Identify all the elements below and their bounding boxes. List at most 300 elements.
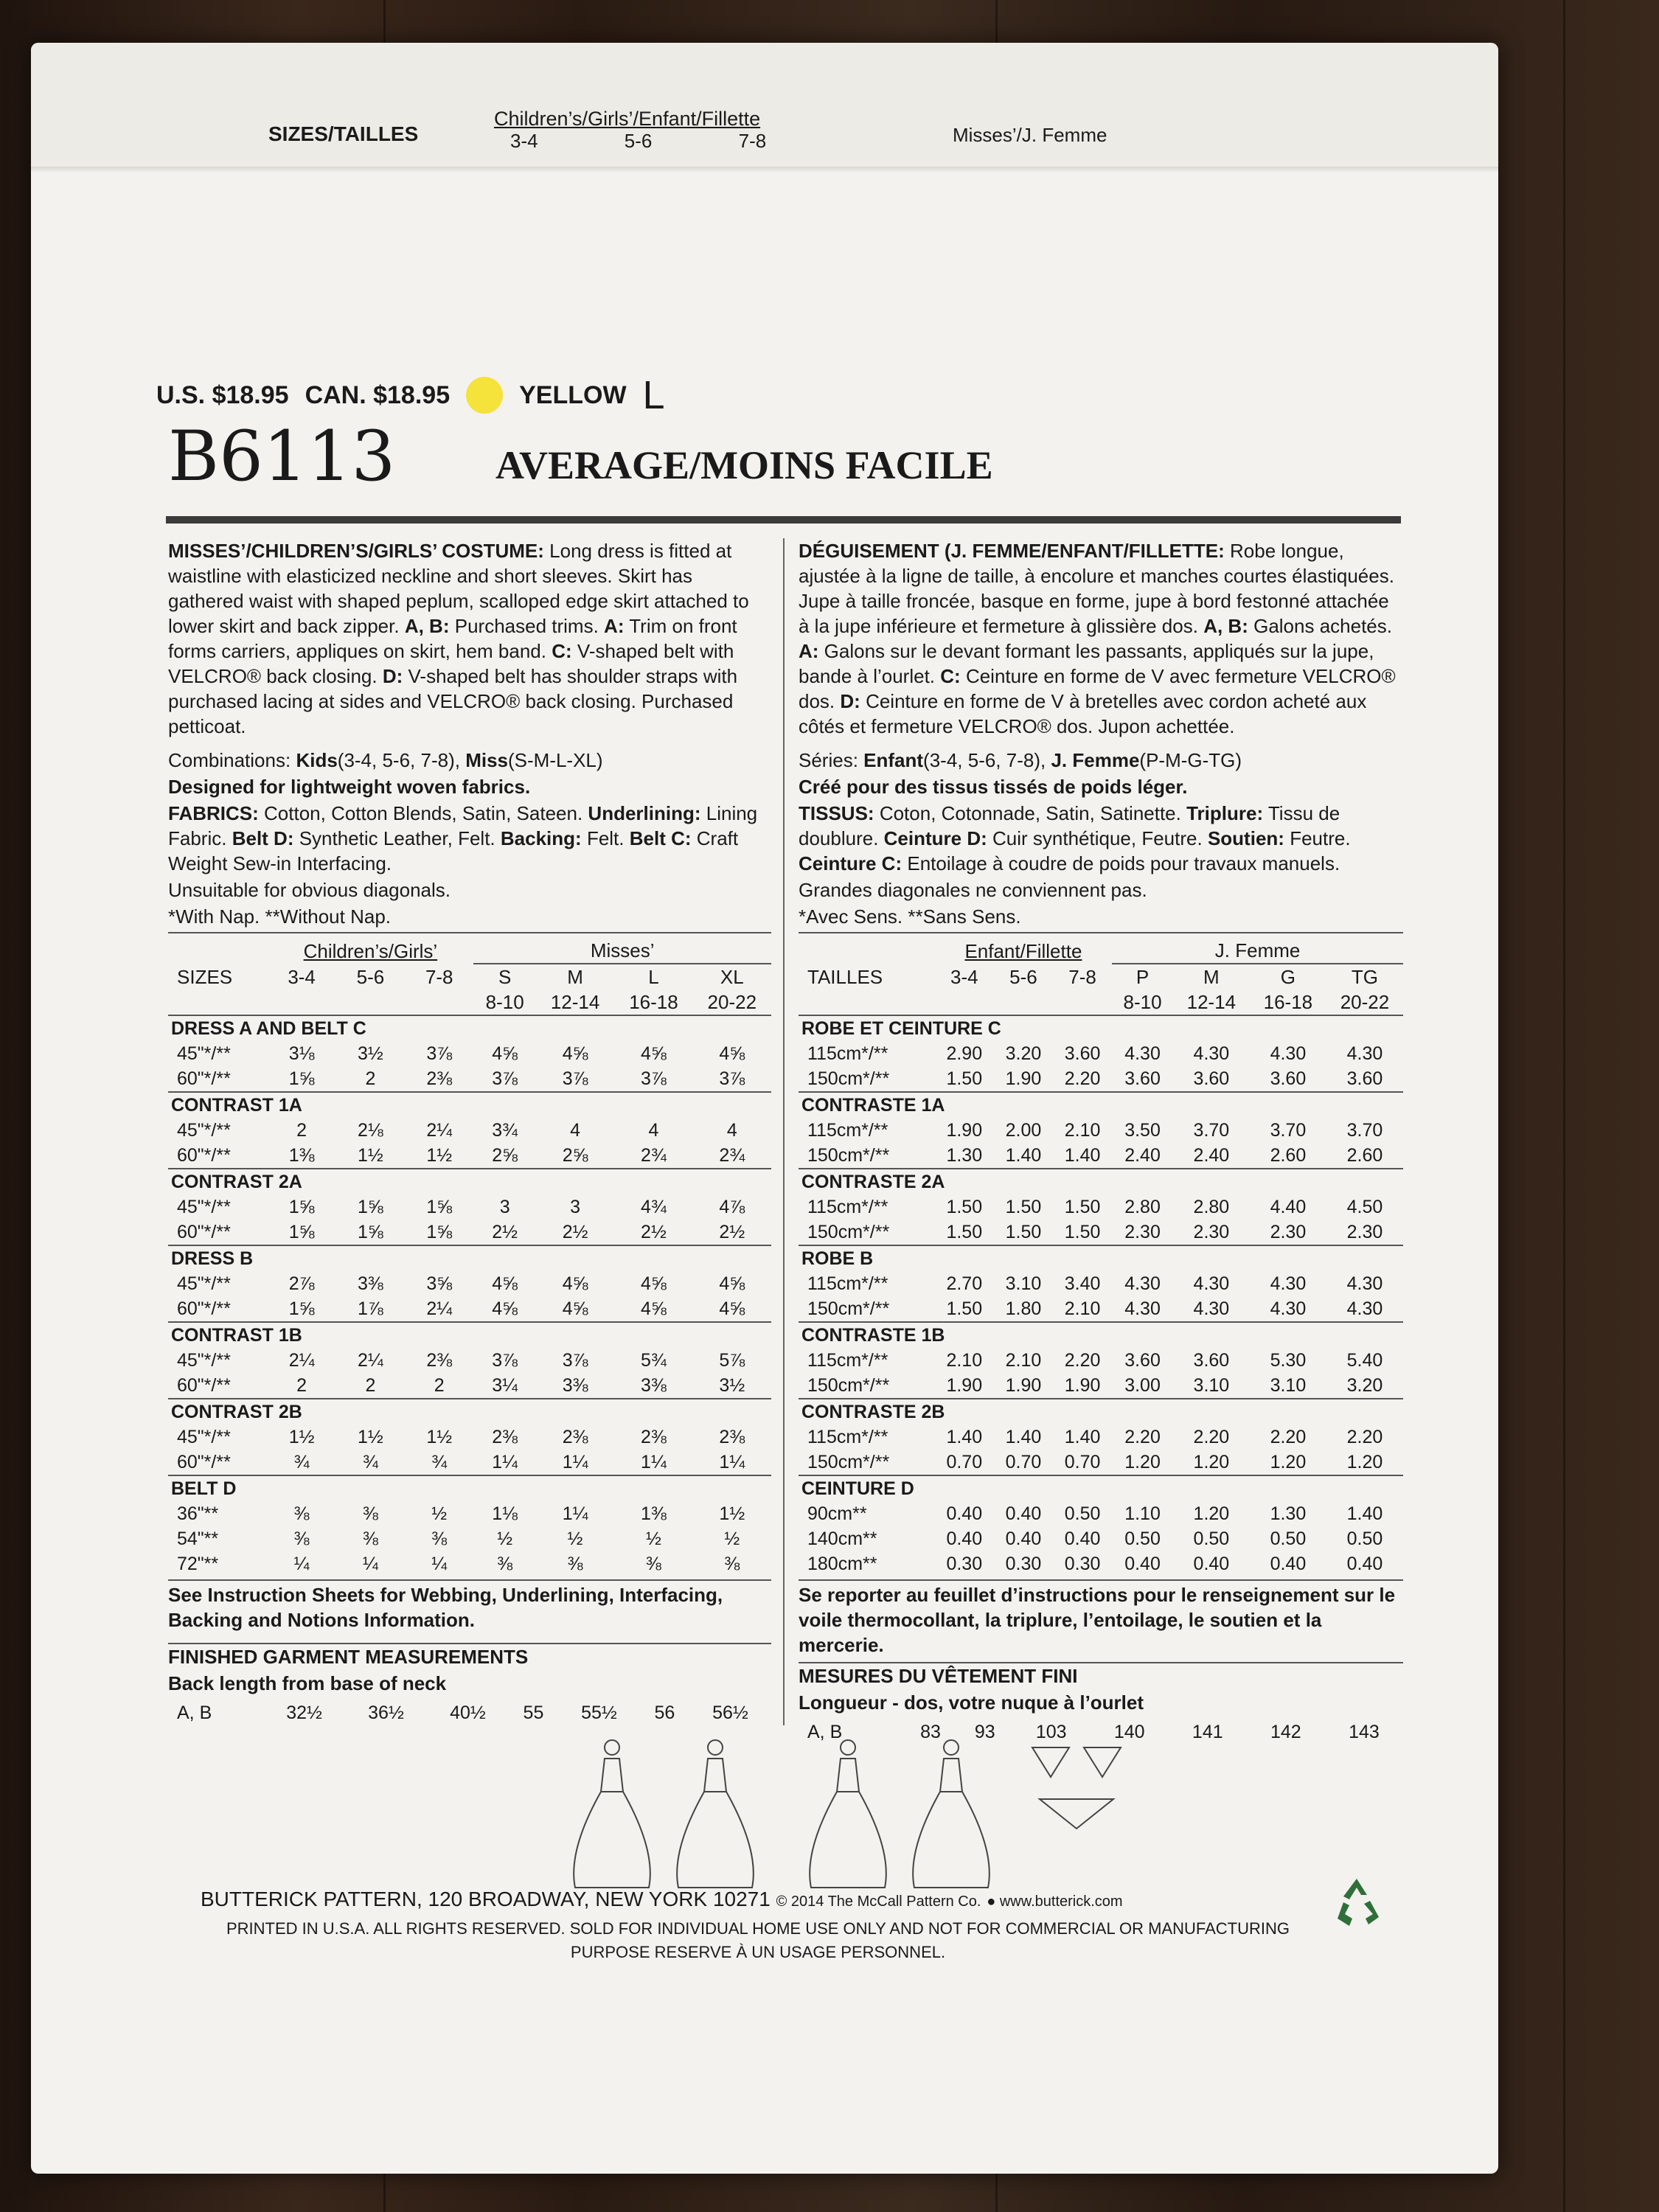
row-label: 115cm*/** bbox=[807, 1350, 888, 1371]
table-cell: 4.30 bbox=[1346, 1298, 1383, 1319]
price-us: U.S. $18.95 bbox=[156, 380, 289, 409]
table-cell: 0.40 bbox=[1193, 1554, 1230, 1574]
table-cell: 4.30 bbox=[1193, 1298, 1230, 1319]
table-cell: 4⅝ bbox=[641, 1043, 667, 1064]
table-cell: 4⅝ bbox=[562, 1298, 588, 1319]
table-cell: 2⅜ bbox=[562, 1427, 588, 1447]
table-cell: 0.50 bbox=[1193, 1528, 1230, 1549]
recycle-icon bbox=[1327, 1873, 1386, 1932]
table-cell: 3.10 bbox=[1270, 1375, 1307, 1396]
table-section bbox=[799, 1015, 1403, 1041]
table-cell: 1⅝ bbox=[358, 1197, 383, 1217]
flap-children-sizes: 3-4 5-6 7-8 bbox=[510, 130, 767, 152]
row-label: 90cm** bbox=[807, 1503, 867, 1524]
description: MISSES’/CHILDREN’S/GIRLS’ COSTUME: Long dress is fitted at waistline with elasticized neckline and short sleeves. Skirt has gathered waist with shaped peplum, scalloped edge skirt attached to lower skirt and back zipper. A, B: Purchased trims. A: Trim on front forms carriers, appliques on skirt, hem band. C: V-shaped belt with VELCRO® back closing. D: V-shaped belt has shoulder straps with purchased lacing at sides and VELCRO® back closing. Purchased petticoat. bbox=[168, 540, 749, 737]
table-cell: 2.10 bbox=[946, 1350, 983, 1371]
size-header: M bbox=[1203, 966, 1220, 988]
table-row bbox=[168, 1551, 771, 1576]
table-cell: 4.30 bbox=[1124, 1298, 1161, 1319]
table-section bbox=[168, 1092, 771, 1118]
table-cell: 4.30 bbox=[1346, 1043, 1383, 1064]
table-cell: 1⅝ bbox=[426, 1197, 453, 1217]
table-cell: 2.40 bbox=[1193, 1145, 1230, 1166]
table-cell: ⅜ bbox=[431, 1528, 448, 1549]
table-cell: 2⅜ bbox=[426, 1068, 453, 1089]
table-row bbox=[168, 1143, 771, 1169]
row-label: 150cm*/** bbox=[807, 1222, 890, 1242]
table-cell: 1.20 bbox=[1193, 1452, 1230, 1472]
table-cell: 2 bbox=[296, 1375, 307, 1396]
table-cell: 142 bbox=[1270, 1722, 1301, 1742]
table-cell: 1.50 bbox=[946, 1222, 983, 1242]
section-title: DRESS A AND BELT C bbox=[168, 1015, 771, 1041]
table-cell: 1.50 bbox=[946, 1068, 983, 1089]
table-cell: 1.50 bbox=[946, 1197, 983, 1217]
table-cell: 143 bbox=[1349, 1722, 1380, 1742]
table-row bbox=[168, 1450, 771, 1475]
table-cell: 1.40 bbox=[946, 1427, 983, 1447]
table-cell: 3⅜ bbox=[641, 1375, 667, 1396]
table-cell: 1½ bbox=[288, 1427, 315, 1447]
table-cell: 5¾ bbox=[641, 1350, 667, 1371]
table-cell: 56½ bbox=[712, 1703, 748, 1723]
table-section bbox=[799, 1399, 1403, 1425]
table-cell: 1.90 bbox=[1005, 1068, 1042, 1089]
table-cell: 0.70 bbox=[1064, 1452, 1101, 1472]
table-cell: 4.30 bbox=[1193, 1273, 1230, 1294]
table-cell: 4⅝ bbox=[562, 1043, 588, 1064]
table-row bbox=[168, 1501, 771, 1526]
table-cell: 4⅝ bbox=[562, 1273, 588, 1294]
section-title: CONTRASTE 1B bbox=[799, 1322, 1403, 1348]
flap-misses-label: Misses’/J. Femme bbox=[953, 124, 1107, 146]
misses-header: Misses’ bbox=[473, 938, 771, 964]
section-title: CONTRASTE 1A bbox=[799, 1092, 1403, 1118]
table-section bbox=[799, 1322, 1403, 1348]
size-header: XL bbox=[720, 966, 744, 988]
table-cell: 2 bbox=[365, 1068, 376, 1089]
top-rule bbox=[166, 516, 1401, 524]
table-cell bbox=[168, 938, 267, 964]
row-label: A, B bbox=[807, 1722, 843, 1742]
table-cell: 0.70 bbox=[1005, 1452, 1042, 1472]
table-cell: 2 bbox=[365, 1375, 376, 1396]
table-cell: 2⅜ bbox=[719, 1427, 745, 1447]
table-cell: 1.20 bbox=[1193, 1503, 1230, 1524]
table-cell: ⅜ bbox=[362, 1528, 378, 1549]
table-cell: ⅜ bbox=[724, 1554, 740, 1574]
table-section bbox=[168, 1322, 771, 1348]
table-cell bbox=[168, 990, 267, 1015]
flap-sizes-label: SIZES/TAILLES bbox=[268, 122, 419, 145]
sizes-label: TAILLES bbox=[807, 965, 883, 988]
belt-sketch-icon bbox=[1032, 1747, 1121, 1829]
table-cell: 3⅛ bbox=[288, 1043, 315, 1064]
size-header: 5-6 bbox=[356, 965, 385, 988]
table-row bbox=[799, 1143, 1403, 1169]
dress-sketch-icon bbox=[677, 1740, 754, 1888]
table-section bbox=[799, 1169, 1403, 1194]
fabrics: FABRICS: Cotton, Cotton Blends, Satin, Sateen. Underlining: Lining Fabric. Belt D: Synthetic Leather, Felt. Backing: Felt. Belt C: Craft Weight Sew-in Interfacing. bbox=[168, 802, 758, 874]
table-cell: 2.00 bbox=[1005, 1120, 1042, 1141]
table-cell: 2⅞ bbox=[288, 1273, 315, 1294]
size-subheader: 12-14 bbox=[1186, 991, 1237, 1013]
row-label: 60"*/** bbox=[177, 1452, 231, 1472]
section-title: CONTRAST 1B bbox=[168, 1322, 771, 1348]
table-cell: 4.30 bbox=[1124, 1043, 1161, 1064]
table-row bbox=[168, 1296, 771, 1322]
table-row bbox=[168, 1271, 771, 1296]
column-divider bbox=[783, 538, 785, 1725]
table-cell: 2 bbox=[296, 1120, 307, 1141]
table-cell: 1.90 bbox=[1064, 1375, 1101, 1396]
sizes-label: SIZES bbox=[177, 965, 233, 988]
size-subheader bbox=[336, 990, 405, 1015]
row-label: 45"*/** bbox=[177, 1043, 231, 1064]
table-cell: 0.40 bbox=[1270, 1554, 1307, 1574]
table-cell: 3.70 bbox=[1270, 1120, 1307, 1141]
table-cell: 1.90 bbox=[1005, 1375, 1042, 1396]
table-section bbox=[168, 1169, 771, 1194]
table-row bbox=[168, 1118, 771, 1143]
children-header: Enfant/Fillette bbox=[964, 939, 1082, 962]
english-column bbox=[168, 538, 771, 1725]
table-row bbox=[799, 1348, 1403, 1373]
table-row bbox=[168, 1425, 771, 1450]
table-cell: 0.30 bbox=[1005, 1554, 1042, 1574]
table-row bbox=[799, 1296, 1403, 1322]
size-subheader: 8-10 bbox=[485, 991, 524, 1013]
table-cell: 1⅜ bbox=[641, 1503, 667, 1524]
table-cell bbox=[799, 990, 935, 1015]
table-cell: 2.10 bbox=[1005, 1350, 1042, 1371]
table-cell: 2⅜ bbox=[492, 1427, 518, 1447]
table-cell: 2.20 bbox=[1064, 1068, 1101, 1089]
table-cell: 5.30 bbox=[1270, 1350, 1307, 1371]
table-cell: 2⅛ bbox=[358, 1120, 383, 1141]
row-label: 45"*/** bbox=[177, 1273, 231, 1294]
table-cell: 3⅞ bbox=[492, 1350, 518, 1371]
table-section bbox=[168, 1015, 771, 1041]
table-row bbox=[168, 1700, 771, 1725]
table-cell: 2¾ bbox=[719, 1145, 745, 1166]
table-cell: 4⅝ bbox=[492, 1298, 518, 1319]
section-title: CONTRASTE 2A bbox=[799, 1169, 1403, 1194]
table-cell: 2¾ bbox=[641, 1145, 667, 1166]
table-cell: 1.10 bbox=[1124, 1503, 1161, 1524]
finished-measures bbox=[168, 1700, 771, 1725]
row-label: 115cm*/** bbox=[807, 1120, 888, 1141]
table-cell: 2.30 bbox=[1346, 1222, 1383, 1242]
table-cell: 2¼ bbox=[426, 1120, 453, 1141]
row-label: 60"*/** bbox=[177, 1298, 231, 1319]
table-cell: 2.10 bbox=[1064, 1120, 1101, 1141]
table-cell: 4⅝ bbox=[719, 1298, 745, 1319]
see-instructions-fr: Se reporter au feuillet d’instructions pour le renseignement sur le voile thermocollant, la triplure, l’entoilage, le soutien et la mercerie. bbox=[799, 1579, 1403, 1658]
children-header: Children’s/Girls’ bbox=[303, 939, 438, 962]
french-column bbox=[799, 538, 1403, 1745]
table-cell: 1¼ bbox=[641, 1452, 667, 1472]
table-cell: 4⅞ bbox=[719, 1197, 745, 1217]
diagonales: Grandes diagonales ne conviennent pas. bbox=[799, 879, 1147, 901]
size-subheader bbox=[267, 990, 335, 1015]
table-cell: 1½ bbox=[426, 1427, 453, 1447]
section-title: CEINTURE D bbox=[799, 1475, 1403, 1501]
size-header: 3-4 bbox=[950, 965, 978, 988]
table-row bbox=[168, 1348, 771, 1373]
table-cell: 1⅝ bbox=[288, 1222, 315, 1242]
size-header: M bbox=[567, 966, 583, 988]
table-cell: 3⅞ bbox=[426, 1043, 453, 1064]
table-row bbox=[168, 1041, 771, 1066]
section-title: CONTRAST 2B bbox=[168, 1399, 771, 1425]
section-title: ROBE ET CEINTURE C bbox=[799, 1015, 1403, 1041]
dress-sketch-icon bbox=[574, 1740, 650, 1888]
designed-for: Designed for lightweight woven fabrics. bbox=[168, 776, 531, 798]
table-row bbox=[799, 1271, 1403, 1296]
table-row bbox=[799, 1041, 1403, 1066]
table-cell: 56 bbox=[654, 1703, 675, 1723]
nap-note: *With Nap. **Without Nap. bbox=[168, 905, 392, 928]
row-label: 115cm*/** bbox=[807, 1273, 888, 1294]
series: Séries: Enfant(3-4, 5-6, 7-8), J. Femme(P-M-G-TG) bbox=[799, 749, 1242, 771]
section-title: CONTRASTE 2B bbox=[799, 1399, 1403, 1425]
table-cell: 0.40 bbox=[946, 1528, 983, 1549]
size-subheader bbox=[994, 990, 1053, 1015]
table-cell: 4.30 bbox=[1270, 1273, 1307, 1294]
table-cell: 1¼ bbox=[562, 1503, 588, 1524]
table-cell: ½ bbox=[567, 1528, 583, 1549]
table-cell: 1.40 bbox=[1005, 1427, 1042, 1447]
size-header: S bbox=[498, 966, 512, 988]
table-cell: 1.40 bbox=[1064, 1427, 1101, 1447]
table-cell: ¼ bbox=[293, 1554, 310, 1574]
table-row bbox=[799, 1450, 1403, 1475]
size-header: L bbox=[648, 966, 659, 988]
table-cell: 3 bbox=[570, 1197, 581, 1217]
table-row bbox=[799, 1425, 1403, 1450]
size-header: G bbox=[1280, 966, 1296, 988]
difficulty-level: AVERAGE/MOINS FACILE bbox=[495, 443, 993, 487]
row-label: 140cm** bbox=[807, 1528, 877, 1549]
table-cell: 0.70 bbox=[946, 1452, 983, 1472]
table-cell: 83 bbox=[920, 1722, 941, 1742]
flap-children-label: Children’s/Girls’/Enfant/Fillette bbox=[494, 108, 761, 130]
table-cell: 2.30 bbox=[1270, 1222, 1307, 1242]
size-header: 3-4 bbox=[288, 965, 316, 988]
table-cell: 2⅝ bbox=[562, 1145, 588, 1166]
row-label: 45"*/** bbox=[177, 1350, 231, 1371]
table-cell: 2½ bbox=[719, 1222, 745, 1242]
table-cell: 3.60 bbox=[1346, 1068, 1383, 1089]
table-section bbox=[799, 1475, 1403, 1501]
row-label: 54"** bbox=[177, 1528, 219, 1549]
row-label: 150cm*/** bbox=[807, 1452, 890, 1472]
row-label: 60"*/** bbox=[177, 1145, 231, 1166]
table-cell: 3⅞ bbox=[562, 1350, 588, 1371]
row-label: 150cm*/** bbox=[807, 1068, 890, 1089]
description-fr: DÉGUISEMENT (J. FEMME/ENFANT/FILLETTE: Robe longue, ajustée à la ligne de taille, à encolure et manches courtes élastiquées. Jupe à taille froncée, basque en forme, jupe à bord festonné attachée à la jupe inférieure et fermeture à glissière dos. A, B: Galons achetés. A: Galons sur le devant formant les passants, appliqués sur la jupe, bande à l’ourlet. C: Ceinture en forme de V avec fermeture VELCRO® dos. D: Ceinture en forme de V à bretelles avec cordon acheté aux côtés et fermeture VELCRO® dos. Jupon achettée. bbox=[799, 540, 1396, 737]
table-cell: 1.50 bbox=[946, 1298, 983, 1319]
table-cell: ¼ bbox=[362, 1554, 378, 1574]
dress-sketch-icon bbox=[810, 1740, 886, 1888]
table-row bbox=[799, 1118, 1403, 1143]
table-cell: 3⅝ bbox=[426, 1273, 453, 1294]
table-cell: ½ bbox=[497, 1528, 513, 1549]
table-cell: 2.10 bbox=[1064, 1298, 1101, 1319]
table-cell: 3⅜ bbox=[562, 1375, 588, 1396]
back-length-fr: Longueur - dos, votre nuque à l’ourlet bbox=[799, 1691, 1144, 1714]
table-cell: 3.70 bbox=[1346, 1120, 1383, 1141]
table-cell: 3.50 bbox=[1124, 1120, 1161, 1141]
section-title: CONTRAST 1A bbox=[168, 1092, 771, 1118]
finished-title-fr: MESURES DU VÊTEMENT FINI bbox=[799, 1665, 1078, 1687]
table-cell: 32½ bbox=[286, 1703, 322, 1723]
table-cell: ¾ bbox=[431, 1452, 448, 1472]
table-cell: 3.40 bbox=[1064, 1273, 1101, 1294]
table-cell: 3 bbox=[499, 1197, 510, 1217]
table-cell: 4⅝ bbox=[641, 1273, 667, 1294]
table-cell: 1.20 bbox=[1346, 1452, 1383, 1472]
size-subheader bbox=[1053, 990, 1112, 1015]
row-label: 150cm*/** bbox=[807, 1298, 890, 1319]
row-label: 180cm** bbox=[807, 1554, 877, 1574]
table-cell: 5⅞ bbox=[719, 1350, 745, 1371]
table-row bbox=[799, 1194, 1403, 1220]
table-cell: 2⅜ bbox=[641, 1427, 667, 1447]
table-cell: 2.60 bbox=[1346, 1145, 1383, 1166]
table-cell: ⅜ bbox=[497, 1554, 513, 1574]
table-cell: 3.60 bbox=[1124, 1068, 1161, 1089]
table-cell: 55 bbox=[523, 1703, 544, 1723]
row-label: 45"*/** bbox=[177, 1197, 231, 1217]
table-cell: 140 bbox=[1113, 1722, 1145, 1742]
table-cell: 4⅝ bbox=[492, 1273, 518, 1294]
table-cell: 3.60 bbox=[1193, 1068, 1230, 1089]
yardage-table-fr bbox=[799, 938, 1403, 1576]
yardage-table bbox=[168, 938, 771, 1576]
table-cell: 4¾ bbox=[641, 1197, 667, 1217]
row-label: 60"*/** bbox=[177, 1375, 231, 1396]
section-title: CONTRAST 2A bbox=[168, 1169, 771, 1194]
table-cell: 4⅝ bbox=[641, 1298, 667, 1319]
table-cell: ⅜ bbox=[362, 1503, 378, 1524]
table-cell: 3⅞ bbox=[641, 1068, 667, 1089]
table-row bbox=[168, 1373, 771, 1399]
table-cell: 2.90 bbox=[946, 1043, 983, 1064]
table-cell: 2¼ bbox=[288, 1350, 315, 1371]
size-subheader: 20-22 bbox=[1340, 991, 1390, 1013]
size-subheader: 16-18 bbox=[1263, 991, 1313, 1013]
table-cell: 0.40 bbox=[1064, 1528, 1101, 1549]
table-cell: 1⅞ bbox=[358, 1298, 383, 1319]
row-label: 115cm*/** bbox=[807, 1197, 888, 1217]
table-cell bbox=[799, 938, 935, 964]
table-cell: 2.40 bbox=[1124, 1145, 1161, 1166]
table-cell: 0.30 bbox=[1064, 1554, 1101, 1574]
table-cell: ½ bbox=[431, 1503, 448, 1524]
designed-for-fr: Créé pour des tissus tissés de poids léger. bbox=[799, 776, 1188, 798]
table-cell: 0.50 bbox=[1270, 1528, 1307, 1549]
table-cell: 1.40 bbox=[1346, 1503, 1383, 1524]
table-cell: 2½ bbox=[492, 1222, 518, 1242]
table-cell: 1.40 bbox=[1005, 1145, 1042, 1166]
yellow-dot-icon bbox=[466, 377, 503, 414]
table-cell: 4⅝ bbox=[719, 1273, 745, 1294]
table-cell: 1⅝ bbox=[288, 1197, 315, 1217]
table-cell: 3¾ bbox=[492, 1120, 518, 1141]
table-cell: 0.40 bbox=[1005, 1503, 1042, 1524]
table-row bbox=[799, 1501, 1403, 1526]
table-cell: 3.10 bbox=[1005, 1273, 1042, 1294]
table-section bbox=[168, 1245, 771, 1271]
color-label: YELLOW bbox=[519, 380, 627, 409]
sens-note: *Avec Sens. **Sans Sens. bbox=[799, 905, 1021, 928]
table-cell: 2¼ bbox=[358, 1350, 383, 1371]
table-cell: 1.90 bbox=[946, 1120, 983, 1141]
table-cell: 2.20 bbox=[1124, 1427, 1161, 1447]
table-cell: 1½ bbox=[358, 1145, 383, 1166]
table-cell: 3.60 bbox=[1124, 1350, 1161, 1371]
table-row bbox=[168, 1220, 771, 1245]
size-subheader: 12-14 bbox=[550, 991, 600, 1013]
combinations: Combinations: Kids(3-4, 5-6, 7-8), Miss(S-M-L-XL) bbox=[168, 749, 603, 771]
table-row bbox=[799, 1373, 1403, 1399]
table-cell: 0.40 bbox=[1346, 1554, 1383, 1574]
row-label: 36"** bbox=[177, 1503, 219, 1524]
table-cell: 3⅞ bbox=[719, 1068, 745, 1089]
row-label: 150cm*/** bbox=[807, 1375, 890, 1396]
table-cell: 3.60 bbox=[1064, 1043, 1101, 1064]
table-cell: 1.30 bbox=[1270, 1503, 1307, 1524]
table-row bbox=[799, 1066, 1403, 1092]
table-cell: 2.30 bbox=[1193, 1222, 1230, 1242]
table-cell: 4⅝ bbox=[492, 1043, 518, 1064]
table-row bbox=[168, 1194, 771, 1220]
table-row bbox=[799, 1220, 1403, 1245]
table-cell: 3.60 bbox=[1270, 1068, 1307, 1089]
table-cell: 1½ bbox=[426, 1145, 453, 1166]
row-label: 45"*/** bbox=[177, 1427, 231, 1447]
table-cell: 2.60 bbox=[1270, 1145, 1307, 1166]
table-cell: 2.30 bbox=[1124, 1222, 1161, 1242]
table-cell: 4.50 bbox=[1346, 1197, 1383, 1217]
row-label: 72"** bbox=[177, 1554, 219, 1574]
table-cell: 3.00 bbox=[1124, 1375, 1161, 1396]
table-row bbox=[168, 1526, 771, 1551]
table-cell: 1⅝ bbox=[426, 1222, 453, 1242]
size-subheader: 20-22 bbox=[707, 991, 757, 1013]
unsuitable: Unsuitable for obvious diagonals. bbox=[168, 879, 451, 901]
table-cell: 3.60 bbox=[1193, 1350, 1230, 1371]
table-cell: 1⅝ bbox=[288, 1298, 315, 1319]
row-label: 60"*/** bbox=[177, 1068, 231, 1089]
table-cell: 1.40 bbox=[1064, 1145, 1101, 1166]
table-cell: ½ bbox=[724, 1528, 740, 1549]
table-cell: 2.80 bbox=[1193, 1197, 1230, 1217]
table-cell: 4⅝ bbox=[719, 1043, 745, 1064]
table-cell: 103 bbox=[1035, 1722, 1067, 1742]
row-label: A, B bbox=[177, 1703, 212, 1723]
table-cell: 141 bbox=[1192, 1722, 1223, 1742]
table-cell: 5.40 bbox=[1346, 1350, 1383, 1371]
size-subheader: 8-10 bbox=[1123, 991, 1162, 1013]
section-title: ROBE B bbox=[799, 1245, 1403, 1271]
size-header: 7-8 bbox=[425, 965, 453, 988]
table-cell: 4 bbox=[570, 1120, 581, 1141]
table-cell: 36½ bbox=[368, 1703, 404, 1723]
table-cell: 0.40 bbox=[1124, 1554, 1161, 1574]
